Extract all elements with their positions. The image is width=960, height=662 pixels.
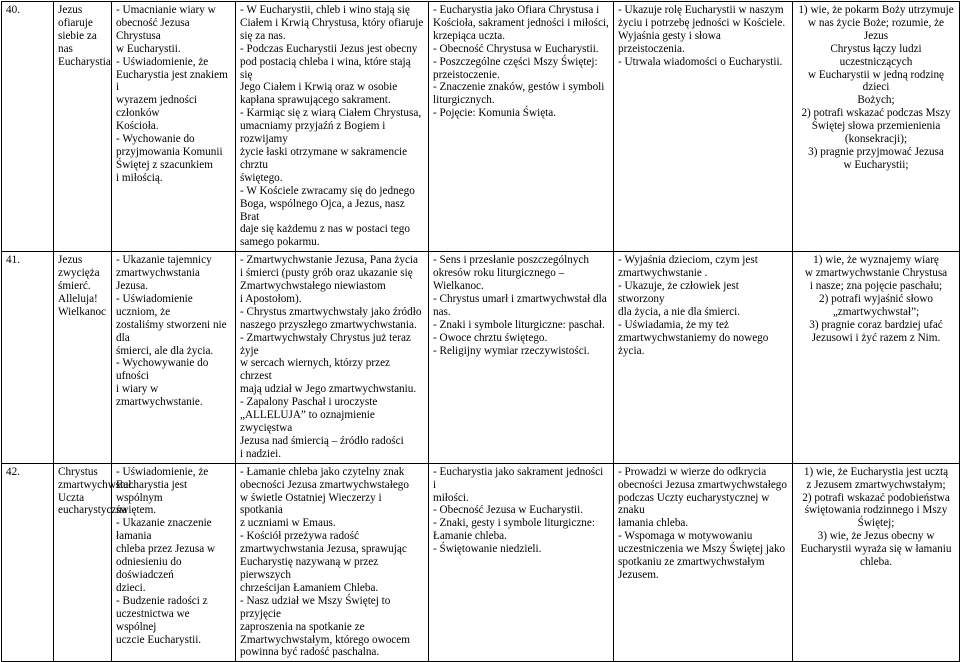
lesson-content: - W Eucharystii, chleb i wino stają się Ciałem i Krwią Chrystusa, który ofiaruje się za nas. - Podczas Eucharystii Jezus jest obecny pod postacią chleba i wina, które stają się Jego Ciałem i Krwią oraz w osobie kapłana sprawującego sakrament. - Karmiąc się z wiarą Ciałem Chrystusa, umacniamy przyjaźń z Bogiem i rozwijamy życie łaski otrzymane w sakramencie chrztu świętego. - W Kościele zwracamy się do jednego Boga, wspólnego Ojca, a Jezus, nasz Brat daje się każdemu z nas w postaci tego samego pokarmu.: [236, 2, 429, 252]
lesson-number: 40.: [2, 2, 54, 252]
lesson-knowledge: - Sens i przesłanie poszczególnych okresów roku liturgicznego – Wielkanoc. - Chrystus umarł i zmartwychwstał dla nas. - Znaki i symbole liturgiczne: paschał. - Owoce chrztu świętego. - Religijny wymiar rzeczywistości.: [429, 252, 614, 464]
lesson-knowledge: - Eucharystia jako sakrament jedności i miłości. - Obecność Jezusa w Eucharystii. - Znaki, gesty i symbole liturgiczne: Łamanie chleba. - Świętowanie niedzieli.: [429, 463, 614, 662]
lesson-goals: - Ukazanie tajemnicy zmartwychwstania Jezusa. - Uświadomienie uczniom, że zostaliśmy stworzeni nie dla śmierci, ale dla życia. - Wychowywanie do ufności i wiary w zmartwychwstanie.: [112, 252, 236, 464]
lesson-skills: - Wyjaśnia dzieciom, czym jest zmartwychwstanie . - Ukazuje, że człowiek jest stworzony dla życia, a nie dla śmierci. - Uświadamia, że my też zmartwychwstaniemy do nowego życia.: [614, 252, 793, 464]
lesson-outcomes: 1) wie, że pokarm Boży utrzymuje w nas życie Boże; rozumie, że Jezus Chrystus łączy ludzi uczestniczących w Eucharystii w jedną rodzinę dzieci Bożych; 2) potrafi wskazać podczas Mszy Świętej słowa przemienienia (konsekracji); 3) pragnie przyjmować Jezusa w Eucharystii;: [793, 2, 960, 252]
lesson-goals: - Umacnianie wiary w obecność Jezusa Chrystusa w Eucharystii. - Uświadomienie, że Eucharystia jest znakiem i wyrazem jedności członków Kościoła. - Wychowanie do przyjmowania Komunii Świętej z szacunkiem i miłością.: [112, 2, 236, 252]
lesson-number: 42.: [2, 463, 54, 662]
lesson-number: 41.: [2, 252, 54, 464]
lesson-content: - Zmartwychwstanie Jezusa, Pana życia i śmierci (pusty grób oraz ukazanie się Zmartwychwstałego niewiastom i Apostołom). - Chrystus zmartwychwstały jako źródło naszego przyszłego zmartwychwstania. - Zmartwychwstały Chrystus już teraz żyje w sercach wiernych, którzy przez chrzest mają udział w Jego zmartwychwstaniu. - Zapalony Paschał i uroczyste „ALLELUJA” to oznajmienie zwycięstwa Jezusa nad śmiercią – źródło radości i nadziei.: [236, 252, 429, 464]
lesson-skills: - Prowadzi w wierze do odkrycia obecności Jezusa zmartwychwstałego podczas Uczty eucharystycznej w znaku łamania chleba. - Wspomaga w motywowaniu uczestniczenia we Mszy Świętej jako spotkaniu ze zmartwychwstałym Jezusem.: [614, 463, 793, 662]
table-row: [2, 463, 960, 662]
lesson-goals: - Uświadomienie, że Eucharystia jest wspólnym świętem. - Ukazanie znaczenie łamania chleba przez Jezusa w odniesieniu do doświadczeń dzieci. - Budzenie radości z uczestnictwa we wspólnej uczcie Eucharystii.: [112, 463, 236, 662]
lesson-outcomes: 1) wie, że Eucharystia jest ucztą z Jezusem zmartwychwstałym; 2) potrafi wskazać podobieństwa świętowania rodzinnego i Mszy Świętej; 3) wie, że Jezus obecny w Eucharystii wyraża się w łamaniu chleba.: [793, 463, 960, 662]
table-row: [2, 252, 960, 464]
lesson-outcomes: 1) wie, że wyznajemy wiarę w zmartwychwstanie Chrystusa i nasze; zna pojęcie paschału; 2) potrafi wyjaśnić słowo „zmartwychwstał”; 3) pragnie coraz bardziej ufać Jezusowi i żyć razem z Nim.: [793, 252, 960, 464]
table-row: [2, 2, 960, 252]
lesson-skills: - Ukazuje rolę Eucharystii w naszym życiu i potrzebę jedności w Kościele. Wyjaśnia gesty i słowa przeistoczenia. - Utrwala wiadomości o Eucharystii.: [614, 2, 793, 252]
lesson-plan-table: [1, 1, 960, 662]
lesson-topic: Chrystus zmartwychwstał. Uczta eucharystyczna: [54, 463, 112, 662]
lesson-content: - Łamanie chleba jako czytelny znak obecności Jezusa zmartwychwstałego w świetle Ostatniej Wieczerzy i spotkania z uczniami w Emaus. - Kościół przeżywa radość zmartwychwstania Jezusa, sprawując Eucharystię nazywaną w przez pierwszych chrześcijan Łamaniem Chleba. - Nasz udział we Mszy Świętej to przyjęcie zaproszenia na spotkanie ze Zmartwychwstałym, którego owocem powinna być radość paschalna.: [236, 463, 429, 662]
lesson-knowledge: - Eucharystia jako Ofiara Chrystusa i Kościoła, sakrament jedności i miłości, krzepiąca uczta. - Obecność Chrystusa w Eucharystii. - Poszczególne części Mszy Świętej: przeistoczenie. - Znaczenie znaków, gestów i symboli liturgicznych. - Pojęcie: Komunia Święta.: [429, 2, 614, 252]
lesson-topic: Jezus zwycięża śmierć. Alleluja! Wielkanoc: [54, 252, 112, 464]
lesson-topic: Jezus ofiaruje siebie za nas Eucharystia: [54, 2, 112, 252]
